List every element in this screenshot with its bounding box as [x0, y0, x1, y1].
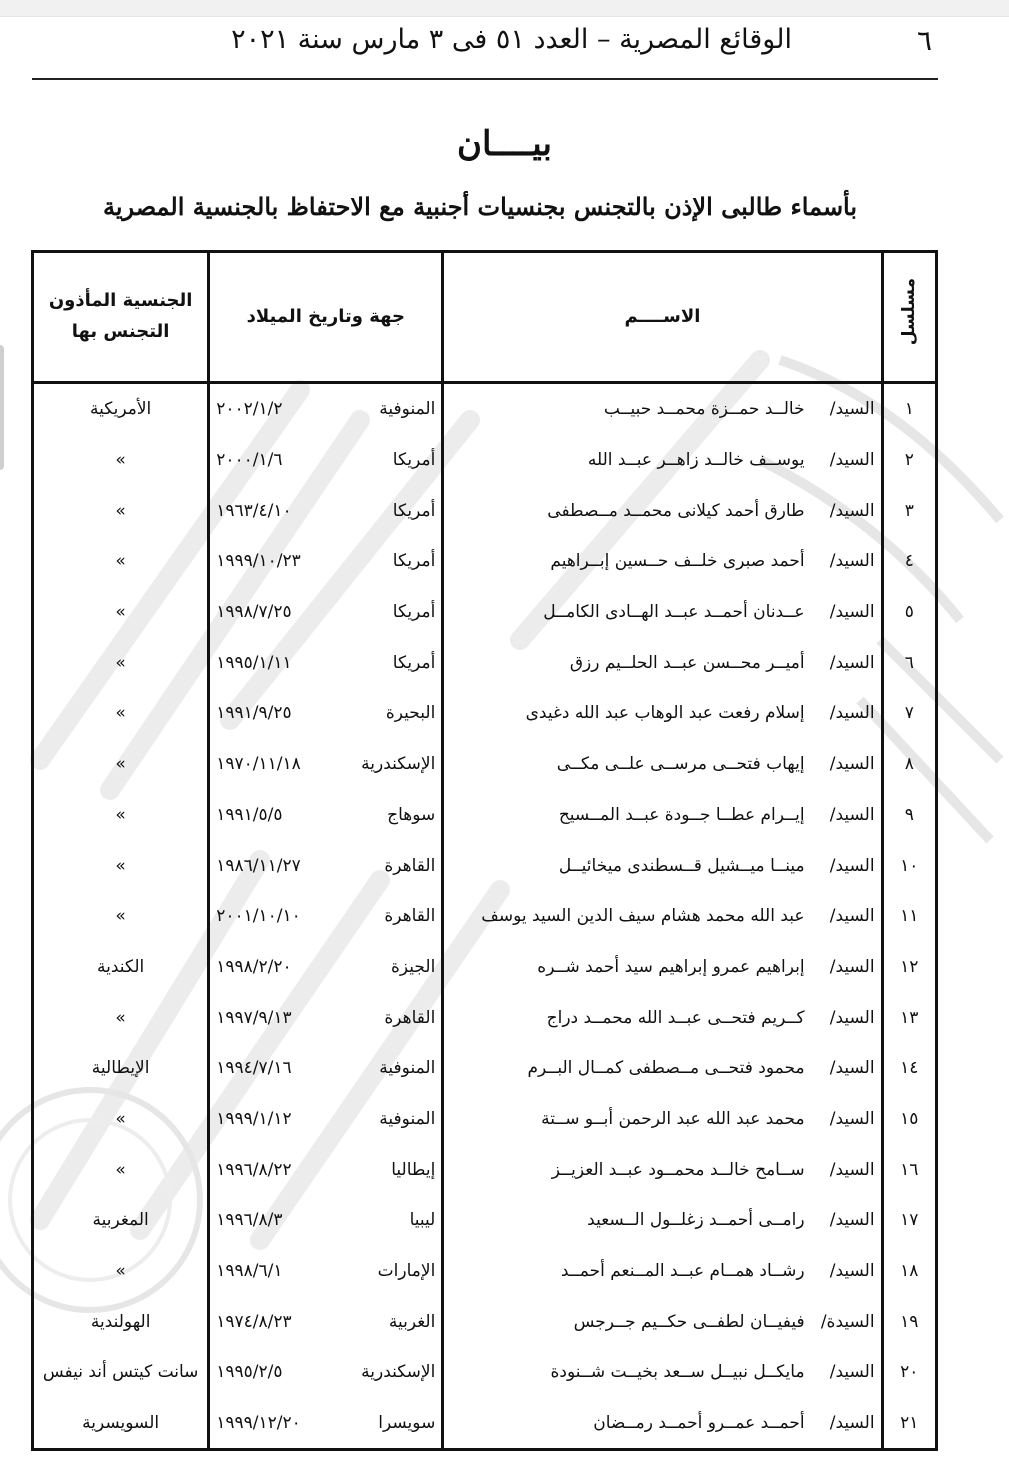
row-name — [443, 1296, 882, 1347]
table-row — [33, 435, 937, 486]
row-birth-date: ٢٠٠١/١٠/١٠ — [216, 906, 301, 927]
row-place: الغربية — [388, 1311, 436, 1332]
row-place-and-date — [209, 1347, 443, 1398]
table-row — [33, 485, 937, 536]
row-place-and-date — [209, 383, 443, 435]
applicants-table — [31, 250, 938, 1451]
row-serial: ١٩ — [882, 1296, 936, 1347]
row-place: المنوفية — [379, 1058, 436, 1079]
row-nationality: » — [115, 1007, 126, 1028]
row-nationality: الإيطالية — [91, 1058, 150, 1079]
top-strip — [0, 0, 1009, 17]
row-serial: ١٢ — [882, 942, 936, 993]
table-row — [33, 942, 937, 993]
row-honorific: السيد/ — [829, 602, 875, 623]
row-honorific: السيد/ — [829, 399, 875, 420]
header-name: الاســــم — [443, 252, 882, 383]
row-nationality: » — [115, 551, 126, 572]
row-name — [443, 739, 882, 790]
row-full-name: إيــرام عطــا جــودة عبــد المــسيح — [558, 804, 805, 825]
row-honorific: السيد/ — [829, 1108, 875, 1129]
row-full-name: إيهاب فتحــى مرســى علــى مكــى — [556, 754, 805, 775]
row-honorific: السيد/ — [829, 855, 875, 876]
row-birth-date: ١٩٩٧/٩/١٣ — [216, 1007, 292, 1028]
row-place: إيطاليا — [391, 1159, 436, 1180]
row-birth-date: ٢٠٠٢/١/٢ — [216, 399, 283, 420]
row-name — [443, 637, 882, 688]
row-place: ليبيا — [409, 1210, 436, 1231]
table-row — [33, 637, 937, 688]
page-number: ٦ — [916, 24, 932, 57]
row-birth-date: ١٩٩٦/٨/٢٢ — [216, 1159, 292, 1180]
row-nationality: السويسرية — [82, 1413, 160, 1434]
row-place-and-date — [209, 1296, 443, 1347]
row-honorific: السيد/ — [829, 500, 875, 521]
row-honorific: السيد/ — [829, 1210, 875, 1231]
row-full-name: أميــر محــسن عبــد الحلــيم رزق — [569, 652, 805, 673]
row-place: القاهرة — [384, 906, 436, 927]
row-birth-date: ١٩٩٥/٢/٥ — [216, 1362, 283, 1383]
row-serial: ٢١ — [882, 1398, 936, 1450]
table-row — [33, 840, 937, 891]
header-place-and-birth: جهة وتاريخ الميلاد — [209, 252, 443, 383]
row-place: سوهاج — [387, 804, 436, 825]
row-serial: ١٦ — [882, 1144, 936, 1195]
row-place-and-date — [209, 1398, 443, 1450]
row-place: الإمارات — [377, 1261, 436, 1282]
table-row — [33, 536, 937, 587]
row-name — [443, 1398, 882, 1450]
row-nationality: » — [115, 450, 126, 471]
row-full-name: إسلام رفعت عبد الوهاب عبد الله دغيدى — [525, 703, 805, 724]
row-name — [443, 1195, 882, 1246]
row-full-name: ســامح خالــد محمــود عبــد العزيــز — [551, 1159, 805, 1180]
row-serial: ٢ — [882, 435, 936, 486]
row-nationality: » — [115, 500, 126, 521]
table-row — [33, 1347, 937, 1398]
row-nationality: المغربية — [92, 1210, 149, 1231]
row-nationality: » — [115, 1159, 126, 1180]
row-serial: ١١ — [882, 891, 936, 942]
row-serial: ٨ — [882, 739, 936, 790]
table-row — [33, 1195, 937, 1246]
row-honorific: السيد/ — [829, 450, 875, 471]
row-birth-date: ١٩٩٨/٦/١ — [216, 1261, 283, 1282]
row-name — [443, 840, 882, 891]
row-name — [443, 1144, 882, 1195]
row-serial: ١٣ — [882, 992, 936, 1043]
row-serial: ٧ — [882, 688, 936, 739]
row-nationality: الكندية — [97, 956, 145, 977]
row-full-name: فيفيــان لطفــى حكــيم جــرجس — [573, 1311, 805, 1332]
row-serial: ٤ — [882, 536, 936, 587]
row-birth-date: ١٩٩٥/١/١١ — [216, 652, 292, 673]
row-full-name: يوســف خالــد زاهــر عبــد الله — [587, 450, 805, 471]
row-place: الجيزة — [391, 956, 436, 977]
row-full-name: إبراهيم عمرو إبراهيم سيد أحمد شــره — [537, 956, 805, 977]
row-place: أمريكا — [392, 500, 436, 521]
row-name — [443, 891, 882, 942]
header-serial: مسلسل — [882, 252, 936, 383]
row-birth-date: ١٩٨٦/١١/٢٧ — [216, 855, 301, 876]
row-place: المنوفية — [379, 1108, 436, 1129]
row-place: أمريكا — [392, 602, 436, 623]
row-serial: ٩ — [882, 790, 936, 841]
table-row — [33, 688, 937, 739]
row-serial: ١٥ — [882, 1094, 936, 1145]
row-full-name: عبد الله محمد هشام سيف الدين السيد يوسف — [481, 906, 805, 927]
row-honorific: السيد/ — [829, 652, 875, 673]
row-name — [443, 992, 882, 1043]
row-full-name: طارق أحمد كيلانى محمــد مــصطفى — [547, 500, 805, 521]
row-nationality: الأمريكية — [89, 399, 152, 420]
row-birth-date: ١٩٩٩/١/١٢ — [216, 1108, 292, 1129]
row-honorific: السيد/ — [829, 754, 875, 775]
row-nationality: سانت كيتس أند نيفس — [42, 1362, 199, 1383]
row-place-and-date — [209, 485, 443, 536]
row-birth-date: ١٩٩٨/٢/٢٠ — [216, 956, 292, 977]
row-nationality: الهولندية — [90, 1311, 151, 1332]
table-row — [33, 1398, 937, 1450]
row-honorific: السيد/ — [829, 703, 875, 724]
header-rule — [32, 78, 938, 80]
row-name — [443, 1347, 882, 1398]
row-serial: ٢٠ — [882, 1347, 936, 1398]
row-place-and-date — [209, 790, 443, 841]
row-honorific: السيد/ — [829, 1261, 875, 1282]
row-nationality: » — [115, 906, 126, 927]
row-honorific: السيد/ — [829, 1413, 875, 1434]
row-name — [443, 485, 882, 536]
row-place-and-date — [209, 891, 443, 942]
row-birth-date: ١٩٧٤/٨/٢٣ — [216, 1311, 292, 1332]
row-honorific: السيد/ — [829, 906, 875, 927]
row-place-and-date — [209, 840, 443, 891]
row-full-name: رامــى أحمــد زغلــول الــسعيد — [587, 1210, 805, 1231]
row-place-and-date — [209, 1195, 443, 1246]
row-place-and-date — [209, 688, 443, 739]
row-full-name: أحمد صبرى خلــف حــسين إبــراهيم — [550, 551, 805, 572]
row-nationality: » — [115, 602, 126, 623]
row-birth-date: ١٩٧٠/١١/١٨ — [216, 754, 301, 775]
row-nationality: » — [115, 855, 126, 876]
row-full-name: خالــد حمــزة محمــد حبيــب — [603, 399, 805, 420]
row-birth-date: ١٩٩١/٩/٢٥ — [216, 703, 292, 724]
row-full-name: أحمــد عمــرو أحمــد رمــضان — [593, 1413, 805, 1434]
row-honorific: السيد/ — [829, 551, 875, 572]
row-full-name: مينــا ميــشيل قــسطندى ميخائيــل — [558, 855, 805, 876]
row-place: أمريكا — [392, 450, 436, 471]
row-name — [443, 1246, 882, 1297]
row-place-and-date — [209, 1043, 443, 1094]
row-place: الإسكندرية — [361, 1362, 436, 1383]
row-nationality: » — [115, 703, 126, 724]
row-birth-date: ١٩٩٤/٧/١٦ — [216, 1058, 292, 1079]
row-place-and-date — [209, 536, 443, 587]
row-place: البحيرة — [385, 703, 436, 724]
side-scroll-tab — [0, 345, 4, 470]
row-full-name: مايكــل نبيــل ســعد بخيــت شــنودة — [550, 1362, 805, 1383]
row-place-and-date — [209, 992, 443, 1043]
table-row — [33, 992, 937, 1043]
row-name — [443, 587, 882, 638]
row-nationality: » — [115, 804, 126, 825]
row-full-name: رشــاد همــام عبــد المــنعم أحمــد — [560, 1261, 805, 1282]
row-honorific: السيد/ — [829, 1007, 875, 1028]
row-serial: ١٧ — [882, 1195, 936, 1246]
row-honorific: السيد/ — [829, 1058, 875, 1079]
row-birth-date: ١٩٩٩/١٢/٢٠ — [216, 1413, 301, 1434]
row-nationality: » — [115, 652, 126, 673]
row-place: المنوفية — [379, 399, 436, 420]
table-row — [33, 891, 937, 942]
row-place: القاهرة — [384, 1007, 436, 1028]
row-honorific: السيد/ — [829, 1159, 875, 1180]
row-serial: ٦ — [882, 637, 936, 688]
table-row — [33, 739, 937, 790]
header-nationality: الجنسية المأذون التجنس بها — [33, 252, 209, 383]
row-place: الإسكندرية — [361, 754, 436, 775]
row-place-and-date — [209, 435, 443, 486]
row-honorific: السيد/ — [829, 804, 875, 825]
row-place-and-date — [209, 1144, 443, 1195]
table-row — [33, 790, 937, 841]
row-place-and-date — [209, 1094, 443, 1145]
row-nationality: » — [115, 1108, 126, 1129]
row-name — [443, 536, 882, 587]
row-place: أمريكا — [392, 652, 436, 673]
page-header — [60, 22, 940, 62]
row-birth-date: ١٩٩٩/١٠/٢٣ — [216, 551, 301, 572]
row-full-name: محمود فتحــى مــصطفى كمــال البــرم — [527, 1058, 805, 1079]
row-place-and-date — [209, 587, 443, 638]
gazette-issue-line: الوقائع المصرية – العدد ٥١ فى ٣ مارس سنة ٢٠٢١ — [231, 24, 792, 55]
row-birth-date: ١٩٩٨/٧/٢٥ — [216, 602, 292, 623]
row-name — [443, 688, 882, 739]
row-birth-date: ١٩٩١/٥/٥ — [216, 804, 283, 825]
row-serial: ١٤ — [882, 1043, 936, 1094]
row-serial: ١٨ — [882, 1246, 936, 1297]
table-row — [33, 587, 937, 638]
table-row — [33, 1296, 937, 1347]
document-title: بيــــان — [457, 124, 552, 164]
row-place-and-date — [209, 739, 443, 790]
row-place-and-date — [209, 637, 443, 688]
row-serial: ٥ — [882, 587, 936, 638]
row-full-name: محمد عبد الله عبد الرحمن أبــو ســتة — [541, 1108, 805, 1129]
row-name — [443, 383, 882, 435]
row-nationality: » — [115, 1261, 126, 1282]
row-name — [443, 1094, 882, 1145]
row-full-name: كــريم فتحــى عبــد الله محمــد دراج — [546, 1007, 805, 1028]
row-place-and-date — [209, 1246, 443, 1297]
row-birth-date: ٢٠٠٠/١/٦ — [216, 450, 283, 471]
row-serial: ١٠ — [882, 840, 936, 891]
row-name — [443, 435, 882, 486]
row-birth-date: ١٩٦٣/٤/١٠ — [216, 500, 292, 521]
row-honorific: السيدة/ — [820, 1311, 875, 1332]
row-place: أمريكا — [392, 551, 436, 572]
row-place: سويسرا — [378, 1413, 436, 1434]
table-row — [33, 383, 937, 435]
row-serial: ٣ — [882, 485, 936, 536]
row-honorific: السيد/ — [829, 1362, 875, 1383]
row-nationality: » — [115, 754, 126, 775]
table-row — [33, 1043, 937, 1094]
row-place: القاهرة — [384, 855, 436, 876]
table-header-row — [33, 252, 937, 383]
row-honorific: السيد/ — [829, 956, 875, 977]
row-serial: ١ — [882, 383, 936, 435]
row-full-name: عــدنان أحمــد عبــد الهــادى الكامــل — [543, 602, 805, 623]
row-name — [443, 942, 882, 993]
row-place-and-date — [209, 942, 443, 993]
table-row — [33, 1094, 937, 1145]
row-birth-date: ١٩٩٦/٨/٣ — [216, 1210, 283, 1231]
table-row — [33, 1246, 937, 1297]
table-row — [33, 1144, 937, 1195]
document-subtitle: بأسماء طالبى الإذن بالتجنس بجنسيات أجنبية مع الاحتفاظ بالجنسية المصرية — [102, 192, 858, 221]
row-name — [443, 1043, 882, 1094]
row-name — [443, 790, 882, 841]
